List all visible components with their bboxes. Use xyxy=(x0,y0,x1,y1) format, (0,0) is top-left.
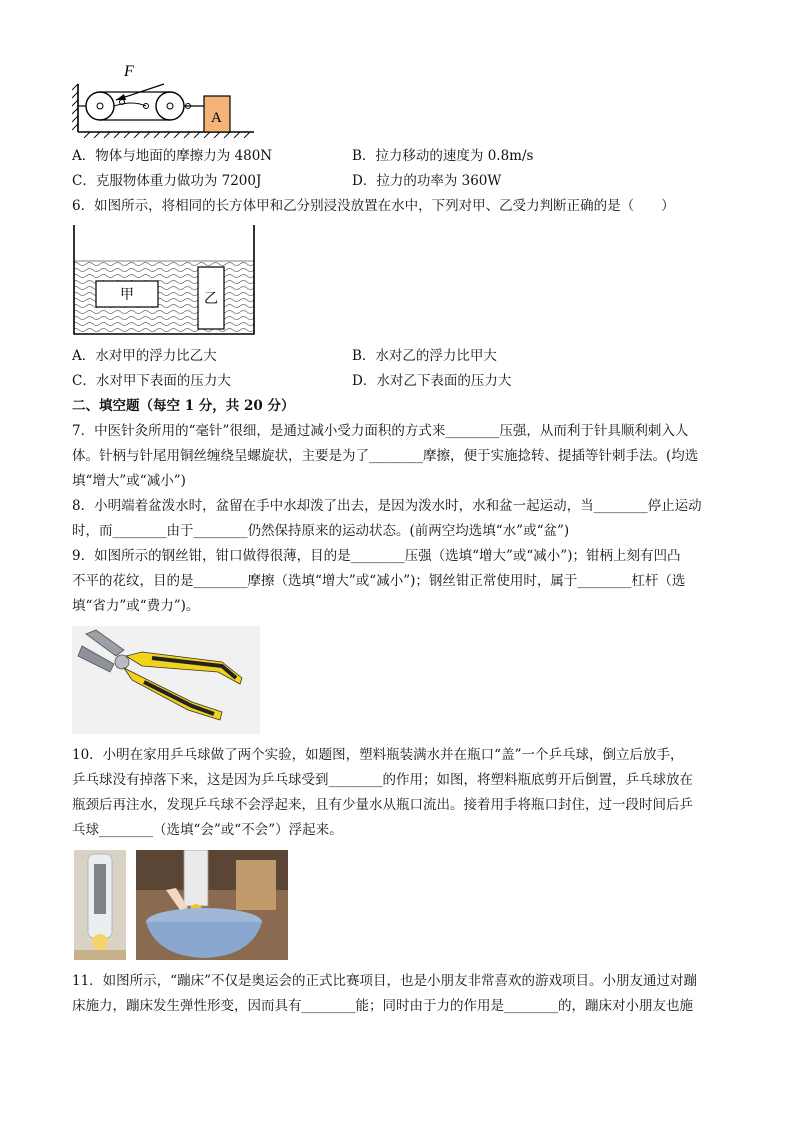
q10-line-2: 乒乓球没有掉落下来，这是因为乒乓球受到________的作用；如图，将塑料瓶底剪开后倒置，乒乓球放在 xyxy=(72,772,693,788)
q10-line-1: 10．小明在家用乒乓球做了两个实验，如题图，塑料瓶装满水并在瓶口“盖”一个乒乓球，倒立后放手， xyxy=(72,747,684,763)
block-label: A xyxy=(211,110,222,126)
q10-line-3: 瓶颈后再注水，发现乒乓球不会浮起来，且有少量水从瓶口流出。接着用手将瓶口封住，过一段时间后乒 xyxy=(72,797,693,813)
q5-option-d: D．拉力的功率为 360W xyxy=(352,173,502,189)
q6-option-d: D．水对乙下表面的压力大 xyxy=(352,373,512,389)
q11-line-1: 11．如图所示，“蹦床”不仅是奥运会的正式比赛项目，也是小朋友非常喜欢的游戏项目。小朋友通过对蹦 xyxy=(72,973,697,989)
q8-line-1: 8．小明端着盆泼水时，盆留在手中水却泼了出去，是因为泼水时，水和盆一起运动，当________停止运动 xyxy=(72,498,702,514)
q9-line-3: 填“省力”或“费力”)。 xyxy=(72,598,200,614)
pulley-figure xyxy=(72,62,262,138)
q9-line-1: 9．如图所示的钢丝钳，钳口做得很薄，目的是________压强（选填“增大”或“减小”)；钳柄上刻有凹凸 xyxy=(72,548,681,564)
pliers-photo xyxy=(72,626,260,734)
q7-line-1: 7．中医针灸所用的“毫针”很细，是通过减小受力面积的方式来________压强，从而利于针具顺利刺入人 xyxy=(72,423,689,439)
q7-line-2: 体。针柄与针尾用铜丝缠绕呈螺旋状，主要是为了________摩擦，便于实施捻转、提插等针刺手法。(均选 xyxy=(72,448,699,464)
basin-photo xyxy=(136,850,288,960)
q6-option-c: C．水对甲下表面的压力大 xyxy=(72,373,231,389)
q5-option-a: A．物体与地面的摩擦力为 480N xyxy=(72,148,273,164)
q6-stem: 6．如图所示，将相同的长方体甲和乙分别浸没放置在水中，下列对甲、乙受力判断正确的是（ ） xyxy=(72,198,675,214)
block-yi-label: 乙 xyxy=(204,291,218,307)
force-label: F xyxy=(124,63,134,80)
q10-line-4: 乓球________（选填“会”或“不会”）浮起来。 xyxy=(72,822,343,838)
bottle-photo xyxy=(74,850,126,960)
q8-line-2: 时，而________由于________仍然保持原来的运动状态。(前两空均选填“水”或“盆”) xyxy=(72,523,570,539)
q5-option-b: B．拉力移动的速度为 0.8m/s xyxy=(352,148,534,164)
q7-line-3: 填“增大”或“减小”) xyxy=(72,473,186,489)
q6-option-a: A．水对甲的浮力比乙大 xyxy=(72,348,217,364)
q9-line-2: 不平的花纹，目的是________摩擦（选填“增大”或“减小”)；钢丝钳正常使用时，属于________杠杆（选 xyxy=(72,573,686,589)
q11-line-2: 床施力，蹦床发生弹性形变，因而具有________能；同时由于力的作用是________的，蹦床对小朋友也施 xyxy=(72,998,693,1014)
section-heading: 二、填空题（每空 1 分，共 20 分） xyxy=(72,398,295,414)
q5-option-c: C．克服物体重力做功为 7200J xyxy=(72,173,262,189)
water-tank-figure xyxy=(72,225,258,337)
q6-option-b: B．水对乙的浮力比甲大 xyxy=(352,348,497,364)
block-jia-label: 甲 xyxy=(120,287,134,303)
